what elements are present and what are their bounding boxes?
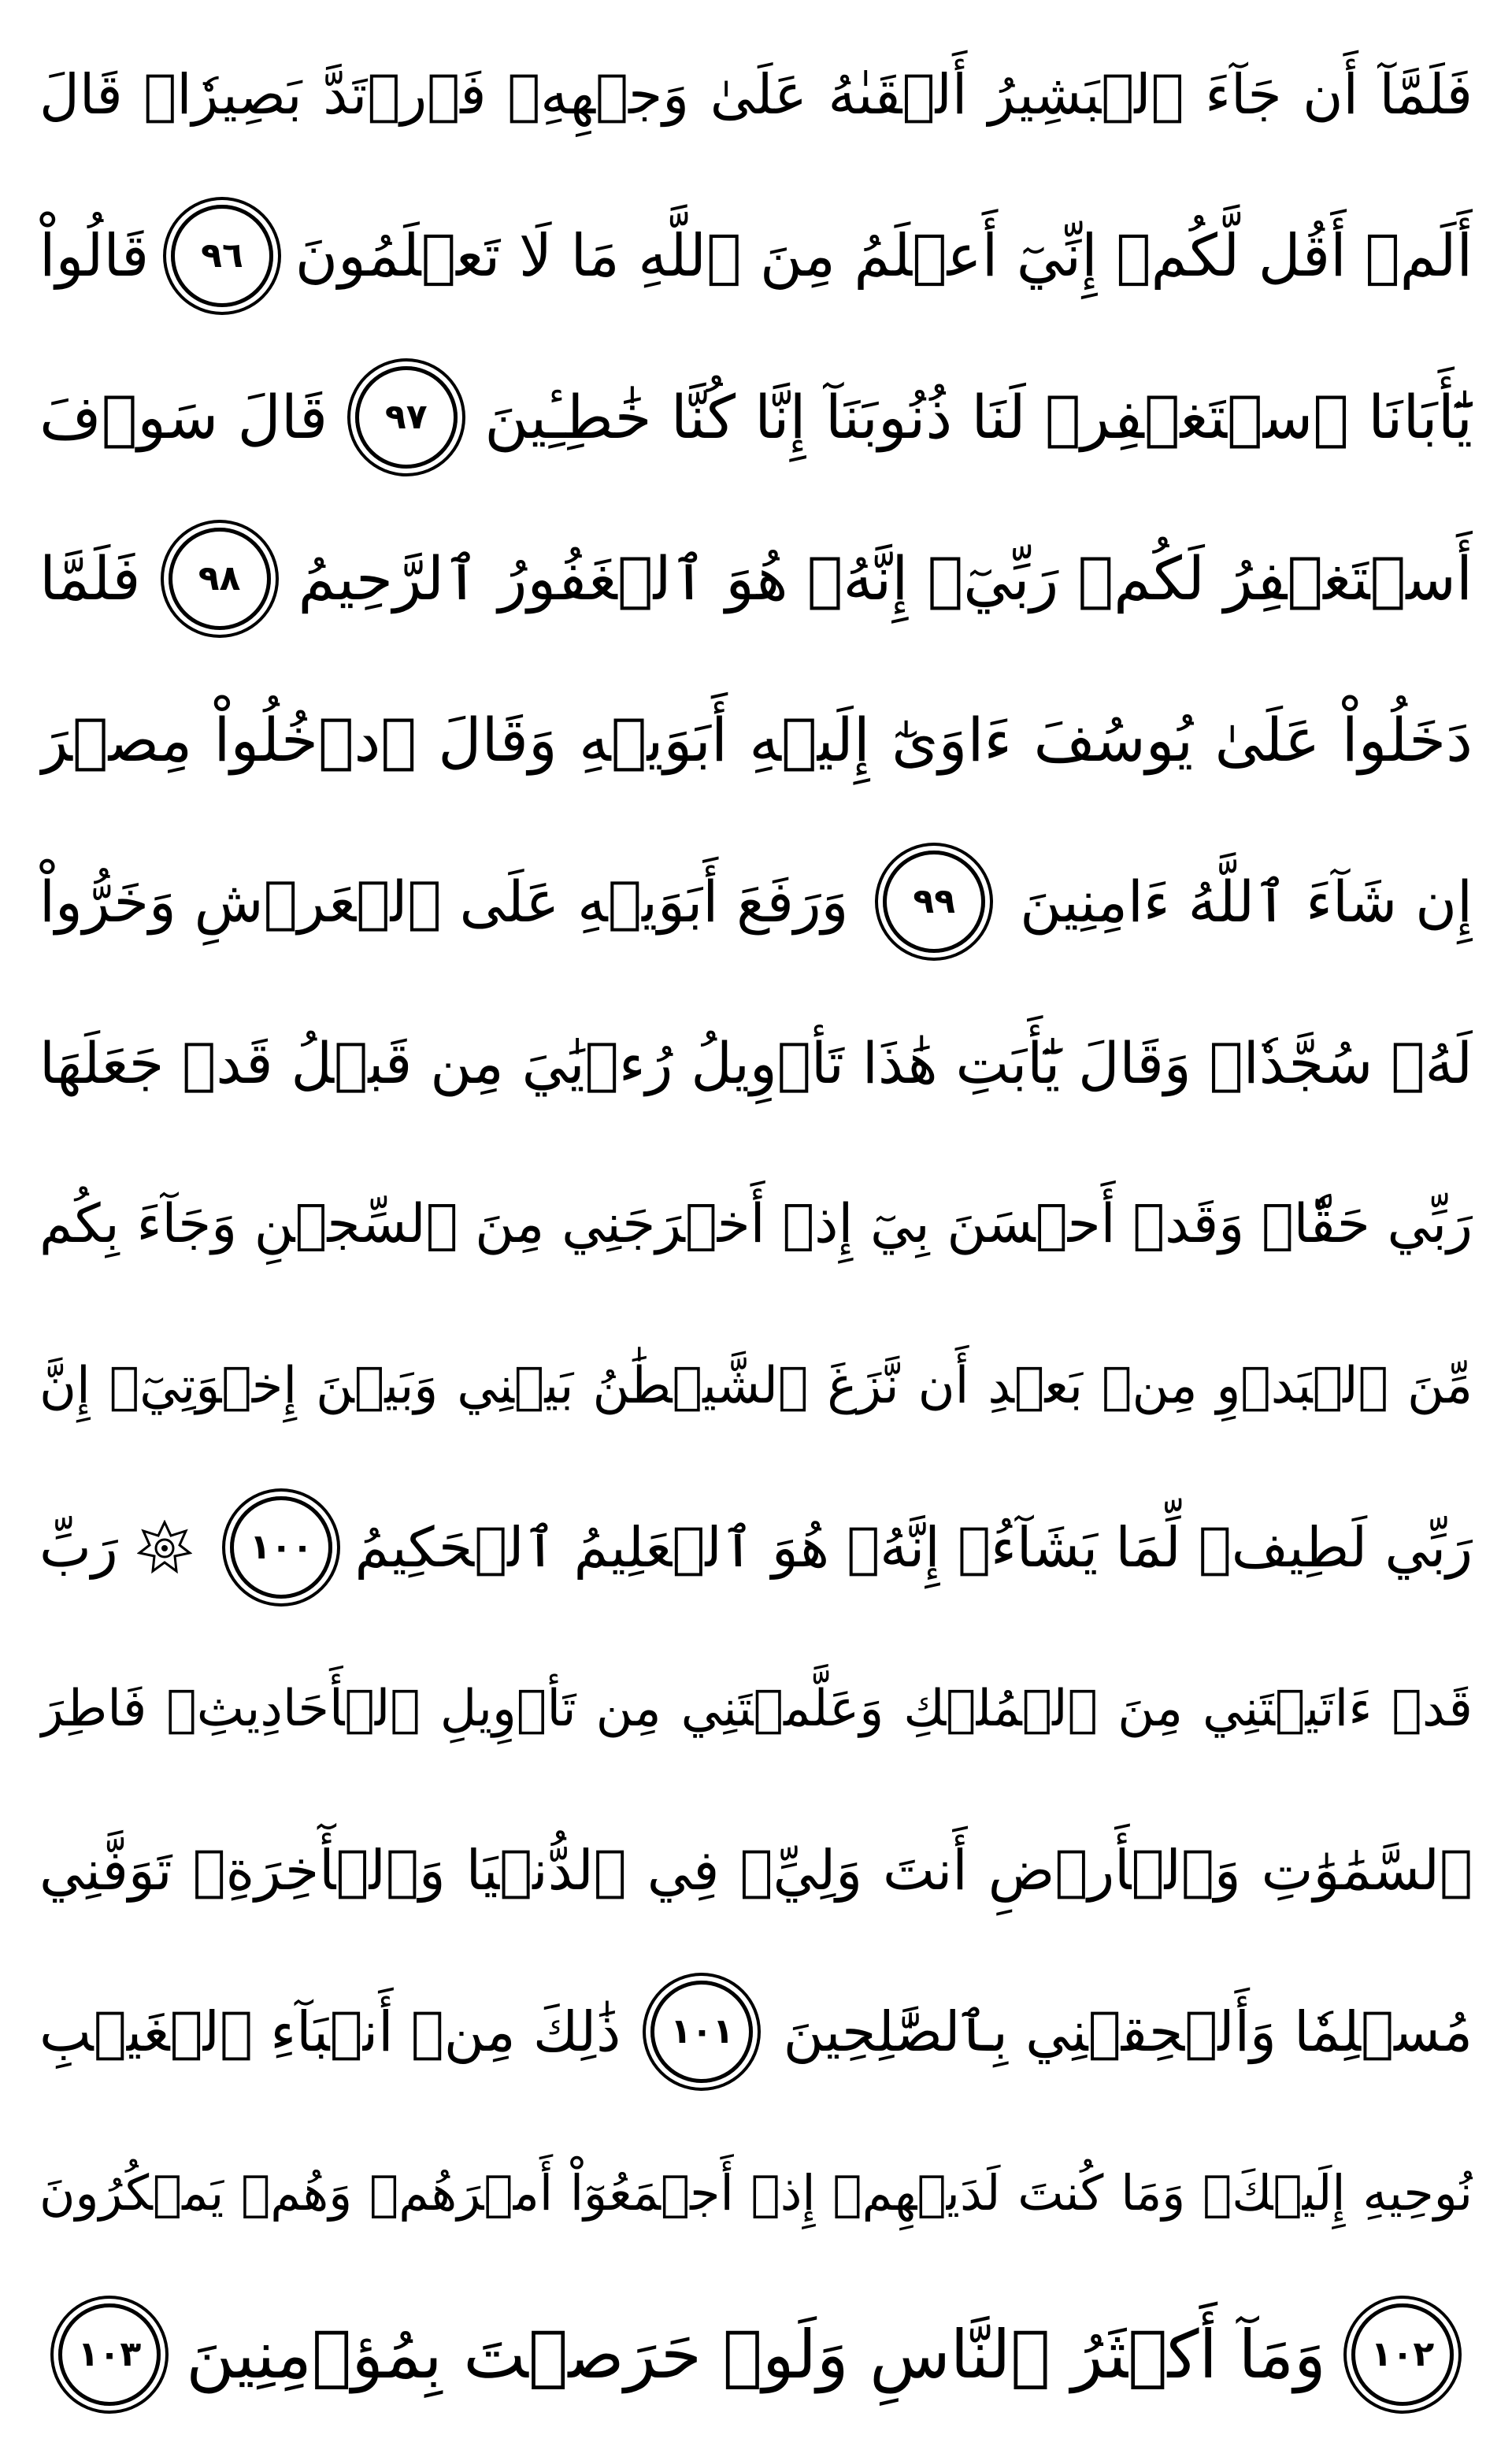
line-text: قَدۡ ءَاتَيۡتَنِي مِنَ ٱلۡمُلۡكِ وَعَلَّمۡتَنِي مِن تَأۡوِيلِ ٱلۡأَحَادِيثِۚ فَاطِرَ — [39, 1680, 1473, 1738]
ayah-number-marker: ٩٧ — [355, 366, 458, 469]
line-text: أَلَمۡ أَقُل لَّكُمۡ إِنِّيٓ أَعۡلَمُ مِنَ ٱللَّهِ مَا لَا تَعۡلَمُونَ — [295, 222, 1473, 290]
line-text: رَبِّي لَطِيفٞ لِّمَا يَشَآءُۚ إِنَّهُۥ هُوَ ٱلۡعَلِيمُ ٱلۡحَكِيمُ — [354, 1515, 1473, 1580]
line-text: رَبِّي حَقّٗاۖ وَقَدۡ أَحۡسَنَ بِيٓ إِذۡ أَخۡرَجَنِي مِنَ ٱلسِّجۡنِ وَجَآءَ بِكُم — [39, 1193, 1473, 1255]
line-text: فَلَمَّآ أَن جَآءَ ٱلۡبَشِيرُ أَلۡقَىٰهُ عَلَىٰ وَجۡهِهِۦ فَٱرۡتَدَّ بَصِيرٗاۖ قَالَ — [39, 62, 1473, 127]
text-line — [39, 516, 1473, 642]
line-text: ٱلسَّمَٰوَٰتِ وَٱلۡأَرۡضِ أَنتَ وَلِيِّۦ فِي ٱلدُّنۡيَا وَٱلۡأٓخِرَةِۖ تَوَفَّنِي — [39, 1838, 1473, 1903]
text-line — [39, 1323, 1473, 1449]
line-text: إِن شَآءَ ٱللَّهُ ءَامِنِينَ — [1020, 869, 1473, 935]
line-text-after: وَرَفَعَ أَبَوَيۡهِ عَلَى ٱلۡعَرۡشِ وَخَرُّواْ — [39, 869, 849, 935]
line-text-after: رَبِّ — [39, 1515, 118, 1580]
text-line — [39, 1969, 1473, 2095]
line-text: مُسۡلِمٗا وَأَلۡحِقۡنِي بِٱلصَّٰلِحِينَ — [783, 1999, 1473, 2064]
line-text-after: ذَٰلِكَ مِنۡ أَنۢبَآءِ ٱلۡغَيۡبِ — [39, 1999, 621, 2064]
line-text: نُوحِيهِ إِلَيۡكَۖ وَمَا كُنتَ لَدَيۡهِمۡ إِذۡ أَجۡمَعُوٓاْ أَمۡرَهُمۡ وَهُمۡ يَمۡكُرُونَ — [39, 2164, 1473, 2222]
line-text: أَسۡتَغۡفِرُ لَكُمۡ رَبِّيٓۖ إِنَّهُۥ هُوَ ٱلۡغَفُورُ ٱلرَّحِيمُ — [298, 543, 1473, 613]
text-line — [39, 32, 1473, 158]
text-line — [39, 2130, 1473, 2256]
ayah-number-marker: ١٠٢ — [1351, 2303, 1454, 2406]
line-text-after: وَمَآ أَكۡثَرُ ٱلنَّاسِ وَلَوۡ حَرَصۡتَ بِمُؤۡمِنِينَ — [186, 2316, 1326, 2393]
text-line — [39, 1000, 1473, 1126]
text-line — [39, 1646, 1473, 1772]
ayah-number-marker: ١٠٣ — [58, 2303, 161, 2406]
ayah-number-marker: ١٠١ — [650, 1981, 753, 2083]
line-text-after: فَلَمَّا — [39, 543, 141, 613]
line-text-after: قَالُواْ — [39, 222, 150, 290]
text-line — [39, 354, 1473, 480]
line-text: لَهُۥ سُجَّدٗاۖ وَقَالَ يَٰٓأَبَتِ هَٰذَا تَأۡوِيلُ رُءۡيَٰيَ مِن قَبۡلُ قَدۡ جَعَلَهَا — [39, 1030, 1473, 1096]
line-text-after: قَالَ سَوۡفَ — [39, 382, 328, 452]
line-text: يَٰٓأَبَانَا ٱسۡتَغۡفِرۡ لَنَا ذُنُوبَنَآ إِنَّا كُنَّا خَٰطِـِٔينَ — [484, 382, 1473, 452]
text-line — [39, 1807, 1473, 1933]
line-text: مِّنَ ٱلۡبَدۡوِ مِنۢ بَعۡدِ أَن نَّزَغَ ٱلشَّيۡطَٰنُ بَيۡنِي وَبَيۡنَ إِخۡوَتِيٓۚ إِنَّ — [39, 1357, 1473, 1415]
text-line — [39, 193, 1473, 319]
text-line — [39, 1484, 1473, 1610]
ayah-number-marker: ٩٩ — [883, 851, 985, 953]
quran-page — [39, 32, 1473, 2418]
text-line — [39, 1162, 1473, 1288]
ayah-number-marker: ٩٨ — [169, 528, 271, 630]
text-line — [39, 2292, 1473, 2418]
ayah-number-marker: ١٠٠ — [230, 1496, 332, 1599]
ayah-number-marker: ٩٦ — [171, 205, 273, 307]
sajda-star-icon — [137, 1520, 192, 1575]
line-text: دَخَلُواْ عَلَىٰ يُوسُفَ ءَاوَىٰٓ إِلَيۡهِ أَبَوَيۡهِ وَقَالَ ٱدۡخُلُواْ مِصۡرَ — [39, 705, 1473, 775]
text-line — [39, 839, 1473, 965]
text-line — [39, 677, 1473, 803]
